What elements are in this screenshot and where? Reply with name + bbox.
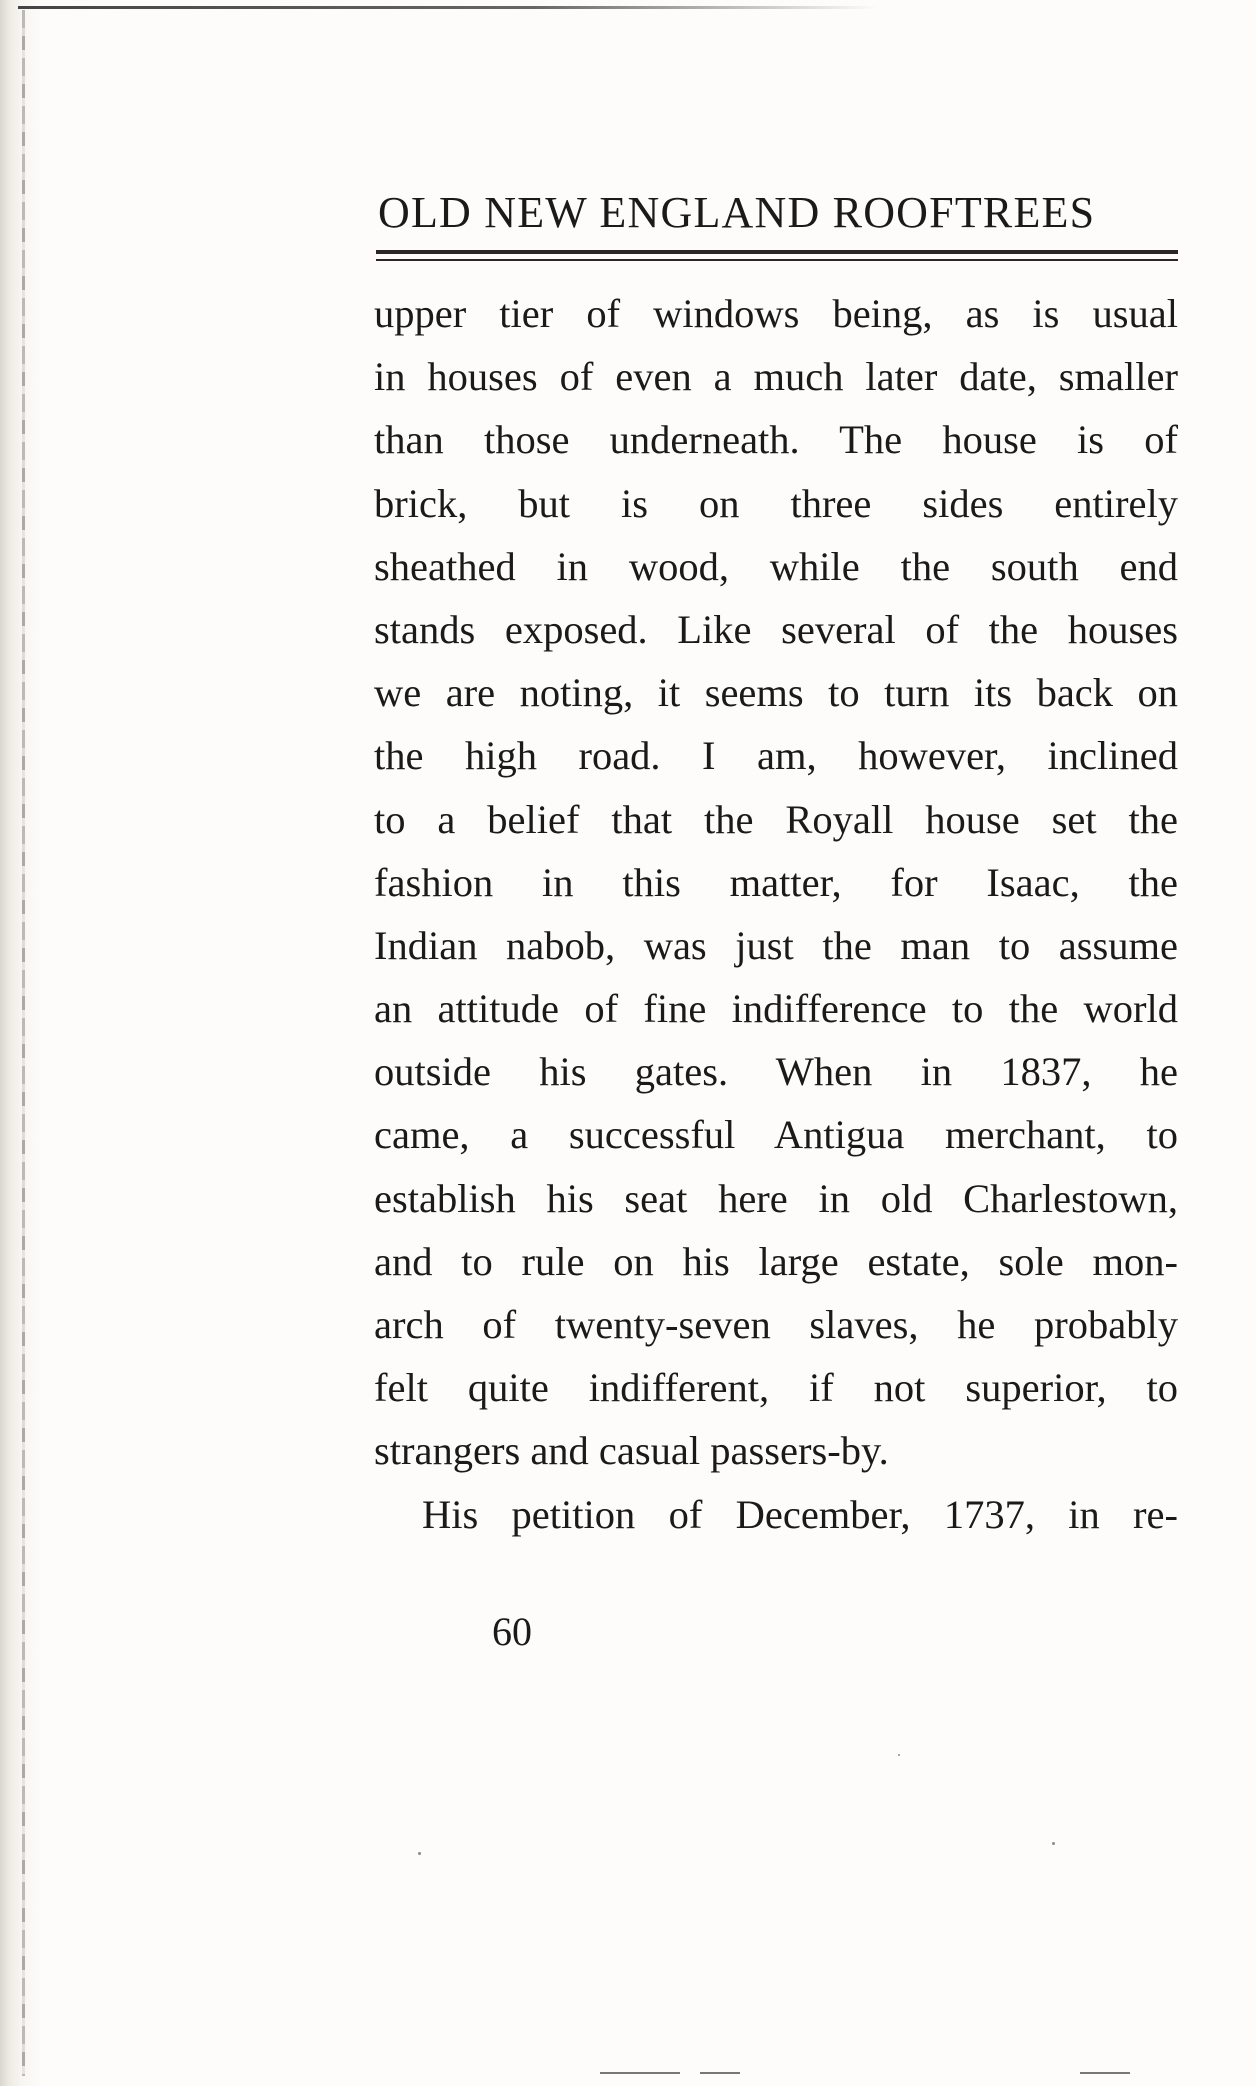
text-line: we are noting, it seems to turn its back on (374, 670, 1178, 716)
text-line: and to rule on his large estate, sole mon- (374, 1238, 1178, 1284)
page-number: 60 (492, 1609, 532, 1654)
text-line: upper tier of windows being, as is usual (374, 291, 1178, 336)
scan-speck (418, 1852, 421, 1855)
text-line: came, a successful Antigua merchant, to (374, 1112, 1178, 1158)
text-line: fashion in this matter, for Isaac, the (374, 859, 1178, 905)
text-line: establish his seat here in old Charlestown, (374, 1175, 1178, 1221)
text-line: arch of twenty-seven slaves, he probably (374, 1302, 1178, 1347)
text-line: the high road. I am, however, inclined (374, 733, 1178, 779)
paragraph-2-first-line: His petition of December, 1737, in re- (422, 1491, 1178, 1537)
running-head: OLD NEW ENGLAND ROOFTREES (378, 188, 1096, 237)
header-rule-thick (376, 250, 1178, 254)
body-text (374, 282, 1178, 1546)
header-rule-thin (376, 259, 1178, 261)
text-line: felt quite indifferent, if not superior, to (374, 1365, 1178, 1411)
text-line: brick, but is on three sides entirely (374, 480, 1178, 526)
text-line: an attitude of fine indifference to the world (374, 986, 1178, 1032)
scan-speck (898, 1754, 900, 1756)
text-line: in houses of even a much later date, smaller (374, 354, 1178, 400)
text-line: than those underneath. The house is of (374, 417, 1178, 463)
text-line: strangers and casual passers-by. (374, 1428, 889, 1474)
bottom-edge-mark (1080, 2072, 1130, 2074)
binding-edge-mark (22, 10, 25, 2076)
scan-speck (1052, 1842, 1055, 1845)
scanned-page-edge (0, 0, 42, 2086)
bottom-edge-mark (600, 2072, 680, 2074)
bottom-edge-mark (700, 2072, 740, 2074)
text-line: Indian nabob, was just the man to assume (374, 922, 1178, 968)
text-line: to a belief that the Royall house set the (374, 796, 1178, 842)
top-page-edge (18, 6, 878, 9)
text-line: stands exposed. Like several of the houses (374, 606, 1178, 652)
text-line: outside his gates. When in 1837, he (374, 1049, 1178, 1095)
text-line: sheathed in wood, while the south end (374, 543, 1178, 589)
